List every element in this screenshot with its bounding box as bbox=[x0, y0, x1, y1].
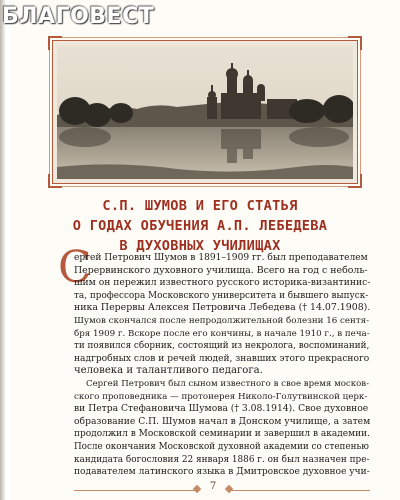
photo-frame bbox=[52, 40, 358, 184]
text-line: человека и талантливого педагога. bbox=[74, 365, 263, 377]
text-line: Сергей Петрович был сыном известного в свое время москов- bbox=[86, 378, 370, 389]
text-line: После окончания Московской духовной академии со степенью bbox=[74, 441, 369, 452]
watermark-logo: БЛАГОВЕСТ bbox=[2, 4, 155, 29]
text-line: образование С.П. Шумов начал в Донском училище, а затем bbox=[74, 415, 371, 427]
page-binding-shadow bbox=[0, 0, 6, 500]
text-line: ергей Петрович Шумов в 1891–1909 гг. был преподавателем bbox=[74, 253, 368, 263]
heading-line: В ДУХОВНЫХ УЧИЛИЩАХ bbox=[119, 238, 281, 254]
text-line: ти появился сборник, состоящий из некролога, воспоминаний, bbox=[74, 341, 370, 352]
text-line: бря 1909 г. Вскоре после его кончины, в начале 1910 г., в печа- bbox=[74, 328, 370, 339]
text-line: шим он пережил известного русского историка-византинис- bbox=[74, 277, 371, 289]
text-line: Шумов скончался после непродолжительной болезни 16 сентя- bbox=[74, 315, 370, 326]
heading-line: О ГОДАХ ОБУЧЕНИЯ А.П. ЛЕБЕДЕВА bbox=[72, 218, 328, 234]
text-line: надгробных слов и речей людей, знавших этого прекрасного bbox=[74, 353, 370, 364]
footer-rule bbox=[228, 490, 370, 491]
text-line: ника Перервы Алексея Петровича Лебедева († 14.07.1908). bbox=[74, 302, 371, 314]
monastery-photo bbox=[57, 45, 353, 179]
heading-line: С.П. ШУМОВ И ЕГО СТАТЬЯ bbox=[102, 198, 298, 214]
drop-cap: С bbox=[58, 242, 92, 293]
text-line: ви Петра Стефановича Шумова († 3.08.1914). Свое духовное bbox=[74, 403, 369, 415]
text-line: ского проповедника — протоиерея Николо-Голутвинской церк- bbox=[74, 391, 368, 402]
footer-rule bbox=[74, 490, 198, 491]
text-line: кандидата богословия 22 января 1886 г. он был назначен пре- bbox=[74, 454, 370, 465]
page-number: 7 bbox=[209, 481, 217, 492]
text-line: продолжил в Московской семинарии и завершил в академии. bbox=[74, 429, 370, 440]
text-line: Перервинского духовного училища. Всего на год с неболь- bbox=[74, 264, 368, 276]
text-line: та, профессора Московского университета и бывшего выпуск- bbox=[74, 290, 369, 301]
text-line: подавателем латинского языка в Дмитровское духовное учи- bbox=[74, 467, 370, 478]
body-text bbox=[74, 252, 370, 479]
